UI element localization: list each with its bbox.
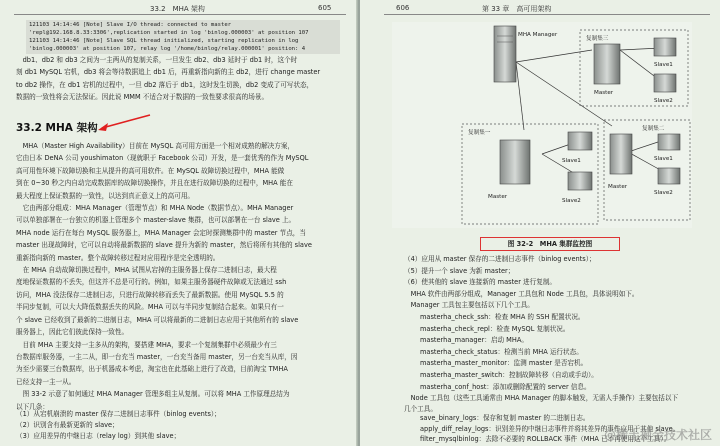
list-item: save_binary_logs：保存和复制 master 的二进制日志。 [420, 414, 590, 422]
list-item: masterha_master_monitor：监测 master 是否宕机。 [420, 359, 588, 368]
text-line: 度地保证数据的不丢失，但这并不总是可行的。例如，如果主服务器硬件故障或无法通过 ssh [16, 278, 287, 287]
text-line: 台数据库服务器，一主二从，即一台充当 master，一台充当备用 master，另一台充当从库，因 [16, 352, 298, 361]
text-line: 个 slave 已经收到了最新的二进制日志，MHA 可以将最新的二进制日志应用于其他所有的 slave [16, 315, 299, 324]
text-line: 几个工具。 [404, 405, 437, 413]
slave-server-icon-c2 [654, 74, 676, 92]
label-master: Master [608, 184, 628, 190]
text-line: db1、db2 和 db3 之间为一主两从的复制关系，一旦发生 db2、db3 延时于 db1 时，这个时 [16, 56, 298, 64]
text-line: 刻 db1 MySQL 宕机，db3 将会等待数据追上 db1 后，再重新指向新的主 db2，进行 change master [16, 68, 321, 77]
paragraph-mha [16, 140, 348, 413]
watermark: @稀土掘金技术社区 [603, 428, 712, 442]
text-line: 服务器上，因此它们彼此保持一致性。 [16, 328, 129, 337]
master-server-icon-b [610, 134, 632, 174]
text-line: MHA（Master High Availability）目前在 MySQL 高可用方面是一个相对成熟的解决方案， [16, 142, 295, 150]
list-item: apply_diff_relay_logs：识别差异的中继日志事件并将其差异的事件应用于其他 slave。 [420, 424, 680, 433]
text-line: MHA node 运行在每台 MySQL 服务器上，MHA Manager 会定时探测集群中的 master 节点，当 [16, 228, 306, 237]
right-page [360, 0, 720, 446]
list-item: masterha_conf_host：添加或删除配置的 server 信息。 [420, 382, 591, 391]
label-manager: MHA Manager [518, 32, 558, 38]
text-line: Node 工具包（这些工具通常由 MHA Manager 的脚本触发，无需人手操作）主要包括以下 [404, 394, 679, 402]
text-line: 以下几条： [16, 402, 49, 411]
text-line: 它由日本 DeNA 公司 youshimaton（现就职于 Facebook 公司）开发，是一套优秀的作为 MySQL [16, 154, 309, 163]
master-server-icon-c [594, 44, 620, 84]
figure-caption: 图 32-2 MHA 集群监控图 [480, 237, 620, 251]
text-line: 到在 0~30 秒之内自动完成数据库的故障切换操作，并且在进行故障切换的过程中，MHA 能在 [16, 179, 293, 188]
list-item: （2）识别含有最新更新的 slave； [16, 421, 119, 429]
slave-server-icon-a2 [568, 172, 592, 190]
left-header-rule [14, 14, 346, 15]
paragraph-mmm [16, 54, 348, 104]
log-block [26, 20, 340, 54]
slave-server-icon-b2 [658, 168, 680, 184]
label-slave1: Slave1 [654, 62, 673, 68]
text-line: Manager 工具包主要包括以下几个工具。 [404, 301, 534, 310]
log-line: 'repl@192.168.8.33:3306',replication started in log 'binlog.000003' at position 107 [29, 30, 309, 36]
slave-server-icon-b1 [658, 134, 680, 150]
label-cluster-c: 复制集三 [586, 36, 609, 42]
left-page-number: 605 [318, 4, 332, 12]
label-slave2: Slave2 [562, 198, 581, 204]
text-line: 目前 MHA 主要支持一主多从的架构，要搭建 MHA，要求一个复制集群中必须最少有三 [16, 340, 277, 349]
principle-list-3 [16, 430, 348, 442]
text-line: master 出现故障时，它可以自动将最新数据的 slave 提升为新的 master，然后将所有其他的 slave [16, 241, 312, 250]
slave-server-icon-a1 [568, 132, 592, 150]
connection-lines [516, 48, 664, 178]
list-item: （1）从宕机崩溃的 master 保存二进制日志事件（binlog events）； [16, 410, 221, 418]
master-server-icon-a [500, 140, 530, 184]
text-line: 在 MHA 自动故障切换过程中，MHA 试图从宕掉的主服务器上保存二进制日志，最大程 [16, 266, 277, 275]
node-intro [404, 393, 710, 415]
label-master: Master [594, 90, 614, 96]
list-item: （3）应用差异的中继日志（relay log）到其他 slave； [16, 432, 181, 440]
right-header-rule [384, 14, 710, 15]
text-line: 它由两部分组成：MHA Manager（管理节点）和 MHA Node（数据节点）。MHA Manager [16, 204, 294, 213]
list-item: （4）应用从 master 保存的二进制日志事件（binlog events）； [404, 255, 596, 263]
text-line: 图 33-2 示意了如何通过 MHA Manager 管理多组主从复制。可以将 MHA 工作原理总结为 [16, 390, 290, 399]
list-item: masterha_manager：启动 MHA。 [420, 336, 528, 345]
text-line: 为至少需要三台数据库，出于机器成本考虑，淘宝也在此基础上进行了改造，目前淘宝 TMHA [16, 365, 288, 374]
text-line: 半同步复制，可以大大降低数据丢失的风险。MHA 可以与半同步复制结合起来。如果只有一 [16, 303, 284, 312]
red-arrow-annotation [94, 112, 154, 134]
label-cluster-b: 复制集二 [642, 126, 665, 132]
label-master: Master [488, 194, 508, 200]
section-title: 33.2 MHA 架构 [16, 122, 98, 134]
right-page-number: 606 [396, 4, 410, 12]
list-item: （6）使其他的 slave 连接新的 master 进行复制。 [404, 278, 557, 287]
text-line: 已经支持一主一从。 [16, 377, 76, 386]
text-line: 最大程度上保证数据的一致性，以达到真正意义上的高可用。 [16, 191, 195, 200]
list-item: masterha_check_status：检测当前 MHA 运行状态。 [420, 347, 583, 356]
text-line: 重新指向新的 master。整个故障转移过程对应用程序是完全透明的。 [16, 253, 220, 262]
label-slave2: Slave2 [654, 190, 673, 196]
left-page [0, 0, 358, 446]
manager-tools-list [420, 312, 710, 393]
log-line: 'binlog.000003' at position 107, relay log '/home/binlog/relay.000001' position: 4 [29, 46, 306, 52]
right-header-title: 第 33 章 高可用架构 [482, 5, 552, 13]
slave-server-icon-c1 [654, 38, 676, 56]
label-slave1: Slave1 [654, 156, 673, 162]
text-line: to db2 操作，在 db1 宕机的过程中，一旦 db2 落后于 db1，这时发生切换，db2 变成了可写状态， [16, 80, 314, 89]
text-line: 高可用性环境下故障切换和主从提升的高可用软件。在 MySQL 故障切换过程中，MHA 能做 [16, 166, 285, 175]
steps-list [404, 254, 710, 312]
label-slave2: Slave2 [654, 98, 673, 104]
log-line: 121103 14:14:46 [Note] Slave I/O thread: connected to master [29, 22, 232, 28]
text-line: 访问，MHA 没法保存二进制日志，只进行故障转移而丢失了最新数据。使用 MySQL 5.5 的 [16, 290, 284, 299]
left-header-title: 33.2 MHA 架构 [150, 5, 205, 13]
label-slave1: Slave1 [562, 158, 581, 164]
list-item: masterha_master_switch：控制故障转移（自动或手动）。 [420, 370, 598, 379]
list-item: masterha_check_repl：检查 MySQL 复制状况。 [420, 324, 570, 333]
manager-server-icon [494, 26, 516, 82]
log-line: 121103 14:14:46 [Note] Slave SQL thread initialized, starting replication in log [29, 38, 299, 44]
text-line: 数据的一致性将会无法保证。因此说 MMM 不适合对于数据的一致性要求很高的场景。 [16, 93, 269, 102]
list-item: （5）提升一个 slave 为新 master； [404, 266, 515, 275]
mha-cluster-diagram [392, 22, 692, 228]
text-line: 可以单独部署在一台独立的机器上管理多个 master-slave 集群，也可以部署在一台 slave 上。 [16, 216, 296, 225]
list-item: filter_mysqlbinlog：去除不必要的 ROLLBACK 事件（MHA 已不再使用这个工具）。 [420, 435, 671, 444]
list-item: masterha_check_ssh：检查 MHA 的 SSH 配置状况。 [420, 313, 585, 321]
label-cluster-a: 复制集一 [468, 130, 491, 136]
text-line: MHA 软件由两部分组成，Manager 工具包和 Node 工具包，具体说明如下。 [404, 289, 639, 298]
